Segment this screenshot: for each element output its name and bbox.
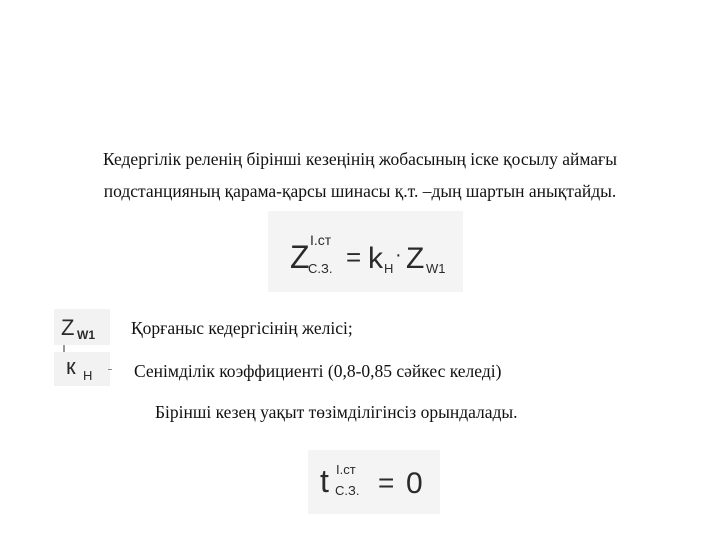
formula2-t: t <box>320 463 329 499</box>
formula2-equals: = <box>378 467 395 498</box>
description-line-2: подстанцияның қарама-қарсы шинасы қ.т. –дың шартын анықтайды. <box>103 181 617 201</box>
zw1-symbol-main: Z <box>61 315 75 340</box>
time-formula <box>308 450 440 514</box>
separator-mark <box>108 369 112 370</box>
formula2-value: 0 <box>406 467 423 500</box>
zw1-symbol <box>54 309 110 345</box>
zone-formula <box>268 211 463 292</box>
formula2-superscript: I.ст <box>336 462 356 477</box>
formula1-z2-subscript: W1 <box>426 261 446 276</box>
time-formula-image <box>308 450 440 514</box>
formula1-k-subscript: Н <box>384 261 394 276</box>
formula1-k: k <box>368 242 383 275</box>
formula1-superscript: I.ст <box>310 232 332 248</box>
kh-symbol <box>54 352 110 386</box>
stage-note: Бірінші кезең уақыт төзімділігінсіз орындалады. <box>155 402 518 422</box>
formula2-subscript: С.З. <box>335 483 360 498</box>
formula1-dot: · <box>395 244 402 266</box>
zw1-symbol-subscript: W1 <box>77 328 95 342</box>
zone-formula-image <box>268 211 463 292</box>
formula1-equals: = <box>346 242 362 272</box>
formula1-z: Z <box>290 239 310 275</box>
zw1-symbol-image <box>54 309 110 345</box>
formula1-z2: Z <box>406 242 425 275</box>
kh-symbol-image <box>54 352 110 386</box>
divider-mark <box>63 345 65 352</box>
kh-symbol-main: к <box>66 354 76 379</box>
kh-symbol-subscript: Н <box>83 368 93 383</box>
zw1-definition: Қорғаныс кедергісінің желісі; <box>131 318 353 338</box>
description-line-1: Кедергілік реленің бірінші кезеңінің жобасының іске қосылу аймағы <box>102 149 617 169</box>
description-paragraph <box>0 143 720 207</box>
formula1-subscript: С.З. <box>308 261 333 276</box>
kh-definition: Сенімділік коэффициенті (0,8-0,85 сәйкес келеді) <box>134 361 502 381</box>
